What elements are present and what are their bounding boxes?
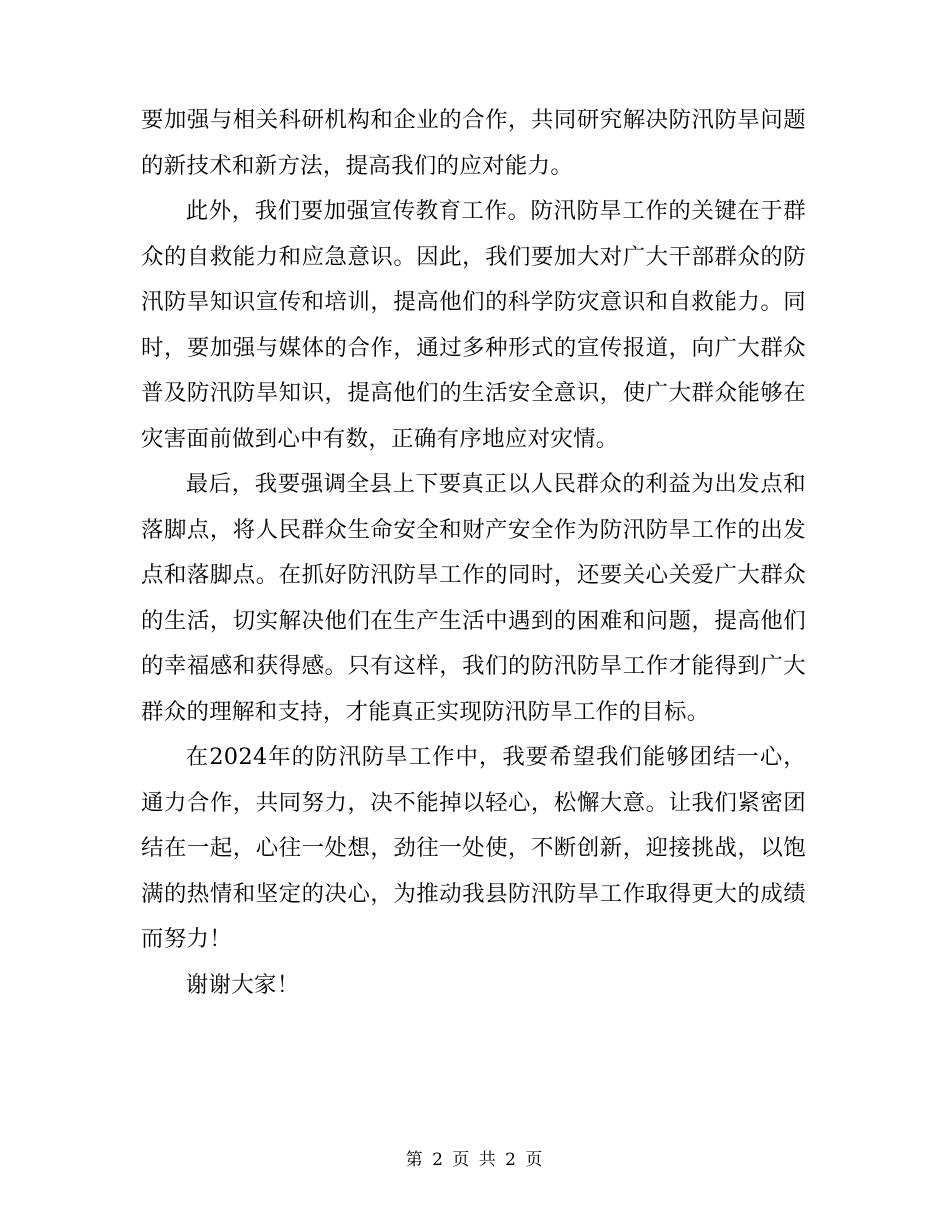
paragraph-thanks: 谢谢大家！ bbox=[185, 971, 300, 998]
paragraph-continuation: 要加强与相关科研机构和企业的合作，共同研究解决防汛防旱问题的新技术和新方法，提高我们的应对能力。 bbox=[141, 107, 806, 179]
document-body bbox=[141, 98, 806, 1008]
page-number-footer: 第 2 页 共 2 页 bbox=[405, 1150, 545, 1170]
paragraph-closing-call: 在2024年的防汛防旱工作中，我要希望我们能够团结一心，通力合作，共同努力，决不能掉以轻心，松懈大意。让我们紧密团结在一起，心往一处想，劲往一处使，不断创新，迎接挑战，以饱满的热情和坚定的决心，为推动我县防汛防旱工作取得更大的成绩而努力！ bbox=[141, 744, 806, 952]
paragraph-people-first: 最后，我要强调全县上下要真正以人民群众的利益为出发点和落脚点，将人民群众生命安全和财产安全作为防汛防旱工作的出发点和落脚点。在抓好防汛防旱工作的同时，还要关心关爱广大群众的生活，切实解决他们在生产生活中遇到的困难和问题，提高他们的幸福感和获得感。只有这样，我们的防汛防旱工作才能得到广大群众的理解和支持，才能真正实现防汛防旱工作的目标。 bbox=[141, 471, 806, 725]
paragraph-publicity: 此外，我们要加强宣传教育工作。防汛防旱工作的关键在于群众的自救能力和应急意识。因此，我们要加大对广大干部群众的防汛防旱知识宣传和培训，提高他们的科学防灾意识和自救能力。同时，要加强与媒体的合作，通过多种形式的宣传报道，向广大群众普及防汛防旱知识，提高他们的生活安全意识，使广大群众能够在灾害面前做到心中有数，正确有序地应对灾情。 bbox=[141, 198, 806, 452]
